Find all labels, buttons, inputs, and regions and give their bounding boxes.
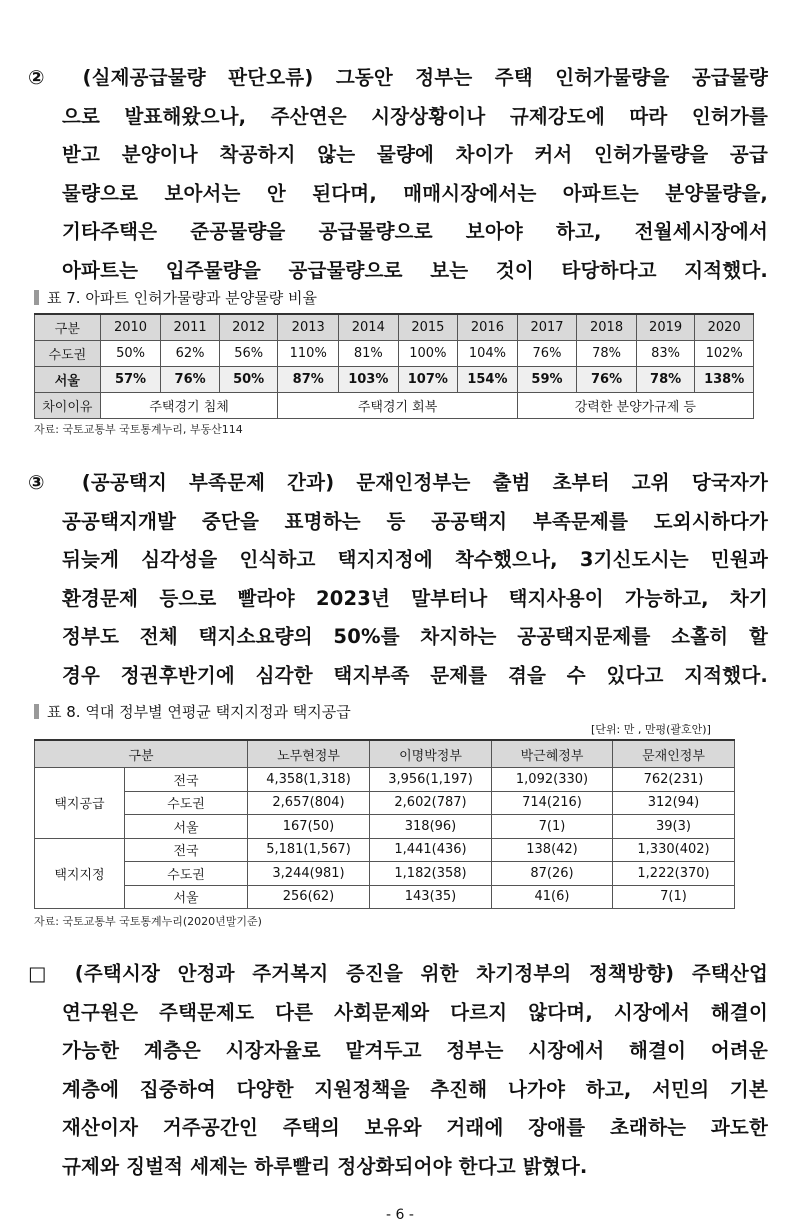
table-cell: 78% [577,341,637,367]
table-cell: 50% [219,367,278,393]
header-cell: 2012 [219,314,278,341]
paragraph-4 [28,955,768,1186]
paragraph-line: 재산이자 거주공간인 주택의 보유와 거래에 장애를 초래하는 과도한 [62,1116,768,1139]
table-cell: 62% [161,341,220,367]
header-cell: 구분 [35,740,248,768]
table-cell: 81% [339,341,399,367]
table-cell: 1,222(370) [613,862,735,886]
table-cell: 102% [695,341,754,367]
table-cell: 7(1) [492,815,613,839]
table-cell: 3,956(1,197) [370,768,492,792]
table-cell: 104% [458,341,518,367]
header-cell: 2010 [100,314,161,341]
paragraph-2 [28,59,768,290]
table-cell: 1,441(436) [370,838,492,862]
table-cell: 59% [517,367,577,393]
table-cell: 76% [577,367,637,393]
table-8-caption-text: 표 8. 역대 정부별 연평균 택지지정과 택지공급 [47,703,351,721]
table-cell: 76% [517,341,577,367]
table-cell: 1,092(330) [492,768,613,792]
table-cell: 138(42) [492,838,613,862]
group-label: 택지공급 [35,768,125,839]
table-header-row [35,314,754,341]
header-cell: 2020 [695,314,754,341]
table-cell: 87% [278,367,339,393]
header-cell: 2013 [278,314,339,341]
table-cell: 138% [695,367,754,393]
header-cell: 이명박정부 [370,740,492,768]
header-cell: 박근혜정부 [492,740,613,768]
paragraph-line: 아파트는 입주물량을 공급물량으로 보는 것이 타당하다고 지적했다. [62,258,768,282]
paragraph-line: 기타주택은 준공물량을 공급물량으로 보아야 하고, 전월세시장에서 [62,220,768,243]
table-cell: 56% [219,341,278,367]
table-row [35,815,735,839]
table-cell: 714(216) [492,791,613,815]
header-cell: 2018 [577,314,637,341]
region-label: 전국 [125,768,248,792]
header-cell: 2014 [339,314,399,341]
table-cell: 762(231) [613,768,735,792]
table-8-source: 자료: 국토교통부 국토통계누리(2020년말기준) [34,915,262,928]
reason-cell: 주택경기 침체 [100,393,278,419]
table-cell: 3,244(981) [248,862,370,886]
table-cell: 103% [339,367,399,393]
table-cell: 57% [100,367,161,393]
table-cell: 50% [100,341,161,367]
table-row [35,838,735,862]
table-8-unit: [단위: 만 , 만평(괄호안)] [591,723,711,736]
table-7-source: 자료: 국토교통부 국토통계누리, 부동산114 [34,423,243,436]
table-cell: 41(6) [492,885,613,909]
row-label: 차이이유 [35,393,101,419]
region-label: 서울 [125,815,248,839]
table-7 [34,313,754,419]
table-cell: 110% [278,341,339,367]
table-row [35,393,754,419]
region-label: 수도권 [125,862,248,886]
table-cell: 2,602(787) [370,791,492,815]
table-cell: 39(3) [613,815,735,839]
paragraph-line: 뒤늦게 심각성을 인식하고 택지지정에 착수했으나, 3기신도시는 민원과 [62,548,768,571]
table-8-caption [34,701,351,723]
reason-cell: 강력한 분양가규제 등 [517,393,753,419]
region-label: 서울 [125,885,248,909]
table-7-caption-text: 표 7. 아파트 인허가물량과 분양물량 비율 [47,289,317,307]
header-cell: 문재인정부 [613,740,735,768]
row-label: 서울 [35,367,101,393]
paragraph-line: □ (주택시장 안정과 주거복지 증진을 위한 차기정부의 정책방향) 주택산업 [28,962,768,985]
table-cell: 256(62) [248,885,370,909]
table-cell: 87(26) [492,862,613,886]
paragraph-line: 으로 발표해왔으나, 주산연은 시장상황이나 규제강도에 따라 인허가를 [62,104,768,128]
table-cell: 2,657(804) [248,791,370,815]
header-cell: 노무현정부 [248,740,370,768]
group-label: 택지지정 [35,838,125,909]
table-cell: 107% [398,367,458,393]
table-row [35,791,735,815]
table-cell: 7(1) [613,885,735,909]
paragraph-line: ③ (공공택지 부족문제 간과) 문재인정부는 출범 초부터 고위 당국자가 [28,471,768,494]
table-cell: 78% [636,367,695,393]
region-label: 수도권 [125,791,248,815]
header-cell: 2019 [636,314,695,341]
row-label: 수도권 [35,341,101,367]
table-cell: 4,358(1,318) [248,768,370,792]
table-cell: 167(50) [248,815,370,839]
table-cell: 76% [161,367,220,393]
paragraph-line: 정부도 전체 택지소요량의 50%를 차지하는 공공택지문제를 소홀히 할 [62,625,768,648]
page-number: - 6 - [386,1207,414,1223]
paragraph-line: 가능한 계층은 시장자율로 맡겨두고 정부는 시장에서 해결이 어려운 [62,1039,768,1062]
table-header-row [35,740,735,768]
table-cell: 100% [398,341,458,367]
paragraph-line: 받고 분양이나 착공하지 않는 물량에 차이가 커서 인허가물량을 공급 [62,143,768,166]
paragraph-line: 계층에 집중하여 다양한 지원정책을 추진해 나가야 하고, 서민의 기본 [62,1077,768,1101]
table-cell: 318(96) [370,815,492,839]
header-cell: 2015 [398,314,458,341]
table-cell: 1,330(402) [613,838,735,862]
table-row [35,768,735,792]
header-cell: 2017 [517,314,577,341]
paragraph-line: 물량으로 보아서는 안 된다며, 매매시장에서는 아파트는 분양물량을, [62,181,768,205]
header-cell: 2016 [458,314,518,341]
paragraph-line: 환경문제 등으로 빨라야 2023년 말부터나 택지사용이 가능하고, 차기 [62,586,768,610]
table-cell: 154% [458,367,518,393]
table-row [35,367,754,393]
paragraph-line: 규제와 징벌적 세제는 하루빨리 정상화되어야 한다고 밝혔다. [62,1154,588,1178]
table-8 [34,739,735,909]
header-cell: 구분 [35,314,101,341]
paragraph-line: ② (실제공급물량 판단오류) 그동안 정부는 주택 인허가물량을 공급물량 [28,66,768,89]
table-cell: 5,181(1,567) [248,838,370,862]
table-row [35,885,735,909]
table-cell: 1,182(358) [370,862,492,886]
table-row [35,862,735,886]
table-cell: 312(94) [613,791,735,815]
caption-bar-icon [34,290,39,305]
reason-cell: 주택경기 회복 [278,393,517,419]
paragraph-line: 경우 정권후반기에 심각한 택지부족 문제를 겪을 수 있다고 지적했다. [62,663,768,687]
header-cell: 2011 [161,314,220,341]
table-7-caption [34,287,317,309]
table-cell: 143(35) [370,885,492,909]
table-row [35,341,754,367]
caption-bar-icon [34,704,39,719]
paragraph-line: 연구원은 주택문제도 다른 사회문제와 다르지 않다며, 시장에서 해결이 [62,1000,768,1024]
paragraph-line: 공공택지개발 중단을 표명하는 등 공공택지 부족문제를 도외시하다가 [62,509,768,533]
table-cell: 83% [636,341,695,367]
region-label: 전국 [125,838,248,862]
paragraph-3 [28,464,768,695]
